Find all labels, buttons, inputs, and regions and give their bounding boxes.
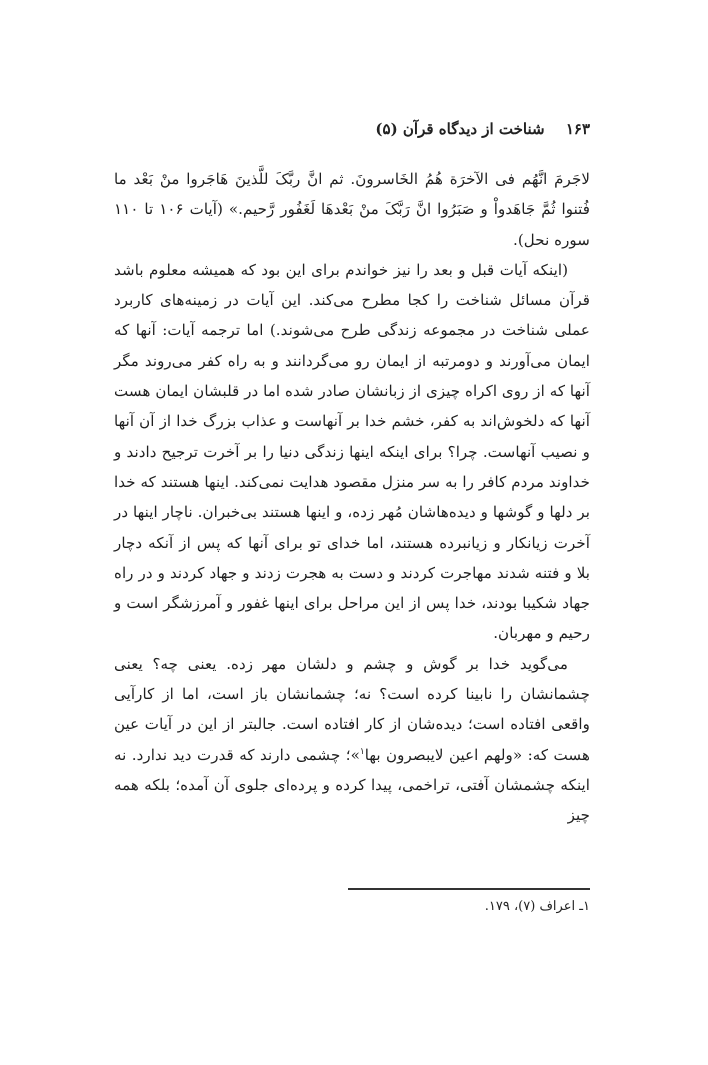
commentary-paragraph <box>114 649 590 831</box>
commentary-text-end: »؛ چشمی دارند که قدرت دید ندارد. نه اینکه چشمشان آفتی، تراخمی، پیدا کرده و پرده‌ای جلوی آن آمده؛ بلکه همه چیز <box>114 745 590 825</box>
footnote-marker: ۱ <box>359 746 365 757</box>
footnote-divider <box>348 888 590 890</box>
body-text <box>114 164 590 831</box>
footnote: ۱ـ اعراف (۷)، ۱۷۹. <box>484 899 590 914</box>
running-header <box>114 120 590 138</box>
chapter-title: شناخت از دیدگاه قرآن (۵) <box>375 120 545 138</box>
commentary-text-start: می‌گوید خدا بر گوش و چشم و دلشان مهر زده. یعنی چه؟ یعنی چشمانشان را نابینا کرده است؟ نه؛ چشمانشان باز است، اما از کارآیی واقعی افتاده است؛ دیده‌شان از کار افتاده است. جالبتر از این در آیات عین هست که: «ولهم اعین لایبصرون بها <box>114 654 590 764</box>
quran-verse-paragraph: لاجَرمَ انَّهُم فی الآخرَة هُمُ الخَاسرونَ. ثم انَّ ربَّکَ للَّذینَ هَاجَروا منْ بَعْد ما فُتنوا ثُمَّ جَاهَدواْ و صَبَرُوا انَّ رَبَّکَ منْ بَعْدهَا لَغَفُور رَّحیم.» (آیات ۱۰۶ تا ۱۱۰ سوره نحل). <box>114 170 590 249</box>
translation-paragraph: (اینکه آیات قبل و بعد را نیز خواندم برای این بود که همیشه معلوم باشد قرآن مسائل شناخت را کجا مطرح می‌کند. این آیات در زمینه‌های کاربرد عملی شناخت در مجموعه زندگی طرح می‌شوند.) اما ترجمه آیات: آنها که ایمان می‌آورند و دومرتبه از ایمان رو می‌گردانند و به راه کفر می‌روند مگر آنها که از روی اکراه چیزی از زبانشان صادر شده اما در قلبشان ایمان هست آنها که دلخوش‌اند به کفر، خشم خدا بر آنهاست و عذاب بزرگ خدا از آن آنها و نصیب آنهاست. چرا؟ برای اینکه اینها زندگی دنیا را بر آخرت ترجیح دادند و خداوند مردم کافر را به سر منزل مقصود هدایت نمی‌کند. اینها هستند که خدا بر دلها و گوشها و دیده‌هاشان مُهر زده، و اینها هستند بی‌خبران. ناچار اینها در آخرت زیانکار و زیانبرده هستند، اما خدای تو برای آنها که پس از آنکه دچار بلا و فتنه شدند مهاجرت کردند و دست به هجرت زدند و جهاد کردند و در راه جهاد شکیبا بودند، خدا پس از این مراحل برای اینها غفور و آمرزشگر است و رحیم و مهربان. <box>114 260 590 643</box>
page-number: ۱۶۳ <box>565 120 590 138</box>
